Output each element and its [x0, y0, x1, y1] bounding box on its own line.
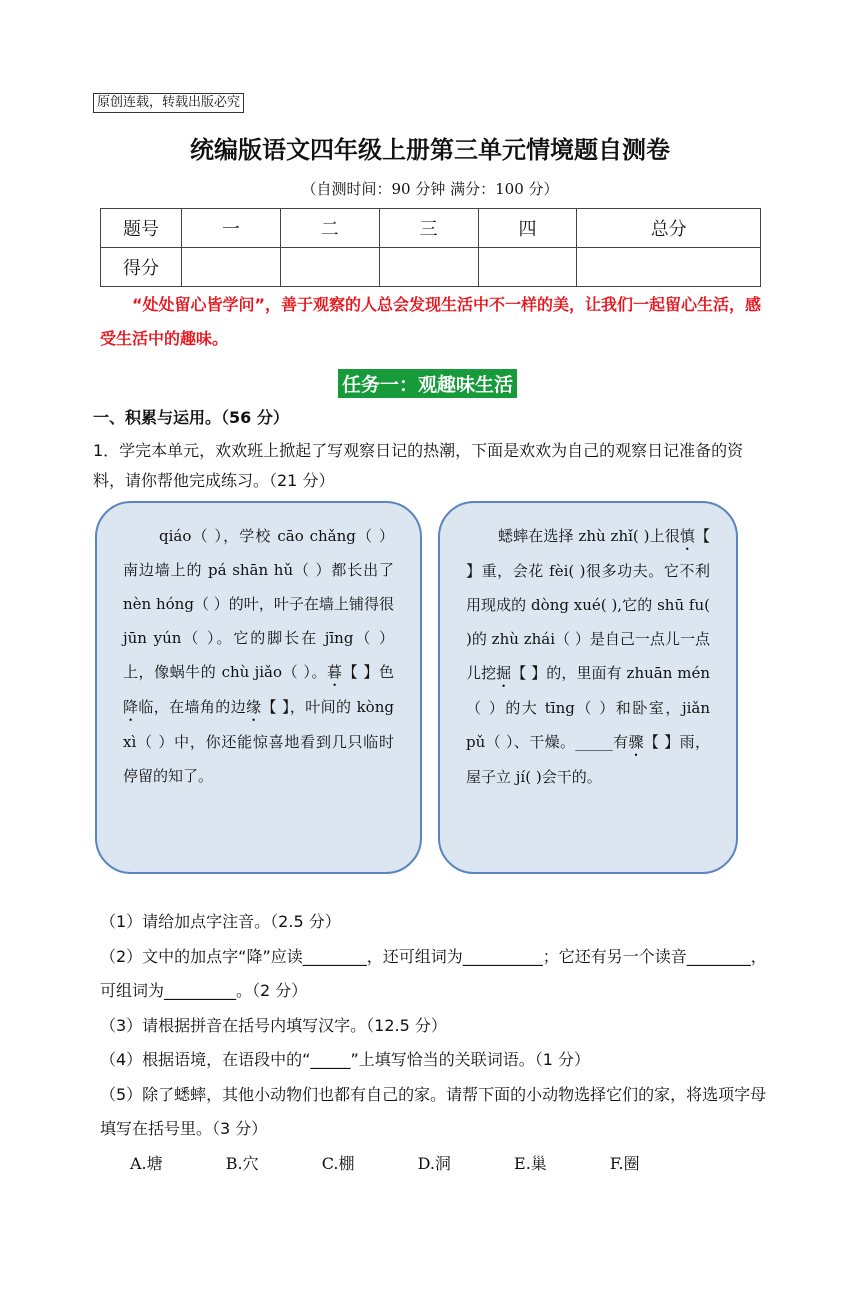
- option: F.圈: [609, 1154, 640, 1173]
- reading-card-ivy: [95, 501, 422, 874]
- answer-options: [130, 1151, 668, 1174]
- score-cell[interactable]: [478, 248, 577, 287]
- score-cell[interactable]: [577, 248, 761, 287]
- section-heading: 一、积累与运用。（56 分）: [93, 408, 289, 427]
- sub-question: （4）根据语境，在语段中的“_____”上填写恰当的关联词语。（1 分）: [100, 1050, 591, 1069]
- score-header-cell: 三: [379, 209, 478, 248]
- score-table: [100, 208, 761, 287]
- score-table-score-row: [101, 248, 761, 287]
- card-ivy-text: qiáo（ ），学校 cāo chǎng（ ）南边墙上的 pá shān hǔ（ ）都长出了 nèn hóng（ ）的叶，叶子在墙上铺得很 jūn yún（ ）。它的脚长在 jīng（ ）上，像蜗牛的 chù jiǎo（ ）。暮【 】色降临，在墙角的边缘【 】，叶间的 kòng xì（ ）中，你还能惊喜地看到几只临时停留的知了。: [123, 527, 394, 785]
- card-cricket-text: 蟋蟀在选择 zhù zhǐ( )上很慎【 】重，会花 fèi( )很多功夫。它不利用现成的 dòng xué( ),它的 shū fu( )的 zhù zhái（ ）是自己一点儿一点儿挖掘【 】的，里面有 zhuān mén（ ）的大 tīng（ ）和卧室，jiǎn pǔ（ ）、干燥。_____有骤【 】雨，屋子立 jí( )会干的。: [466, 527, 710, 786]
- score-cell[interactable]: [182, 248, 281, 287]
- option: E.巢: [514, 1154, 547, 1173]
- score-header-cell: 二: [280, 209, 379, 248]
- intro-text: “处处留心皆学问”，善于观察的人总会发现生活中不一样的美，让我们一起留心生活，感受生活中的趣味。: [100, 295, 762, 348]
- dotted-char: 降: [123, 698, 139, 716]
- dotted-char: 暮: [327, 663, 343, 681]
- score-cell[interactable]: [379, 248, 478, 287]
- option: B.穴: [225, 1154, 259, 1173]
- sub-question: （3）请根据拼音在括号内填写汉字。（12.5 分）: [100, 1016, 447, 1035]
- page-title: 统编版语文四年级上册第三单元情境题自测卷: [190, 136, 670, 164]
- score-header-cell: 一: [182, 209, 281, 248]
- score-table-header-row: [101, 209, 761, 248]
- dotted-char: 骤: [628, 733, 644, 751]
- option: D.洞: [417, 1154, 451, 1173]
- sub-question: （2）文中的加点字“降”应读________，还可组词为__________；它还有另一个读音________，可组词为_________。（2 分）: [100, 947, 767, 1000]
- exam-info: （自测时间：90 分钟 满分：100 分）: [301, 180, 559, 198]
- score-header-cell: 题号: [101, 209, 182, 248]
- task-heading: 任务一：观趣味生活: [338, 369, 517, 398]
- sub-question: （1）请给加点字注音。（2.5 分）: [100, 912, 341, 931]
- dotted-char: 慎: [679, 527, 695, 545]
- score-cell[interactable]: [280, 248, 379, 287]
- score-header-cell: 总分: [577, 209, 761, 248]
- dotted-char: 缘: [246, 698, 262, 716]
- sub-question: （5）除了蟋蟀，其他小动物们也都有自己的家。请帮下面的小动物选择它们的家，将选项字母填写在括号里。（3 分）: [100, 1085, 767, 1138]
- score-header-cell: 四: [478, 209, 577, 248]
- option: C.棚: [321, 1154, 355, 1173]
- option: A.塘: [130, 1154, 163, 1173]
- dotted-char: 掘: [496, 664, 512, 682]
- reading-card-cricket: [438, 501, 738, 874]
- copyright-stamp: 原创连载，转载出版必究: [93, 93, 244, 113]
- score-row-label: 得分: [101, 248, 182, 287]
- question-1: 1．学完本单元，欢欢班上掀起了写观察日记的热潮，下面是欢欢为自己的观察日记准备的资料，请你帮他完成练习。（21 分）: [93, 441, 744, 490]
